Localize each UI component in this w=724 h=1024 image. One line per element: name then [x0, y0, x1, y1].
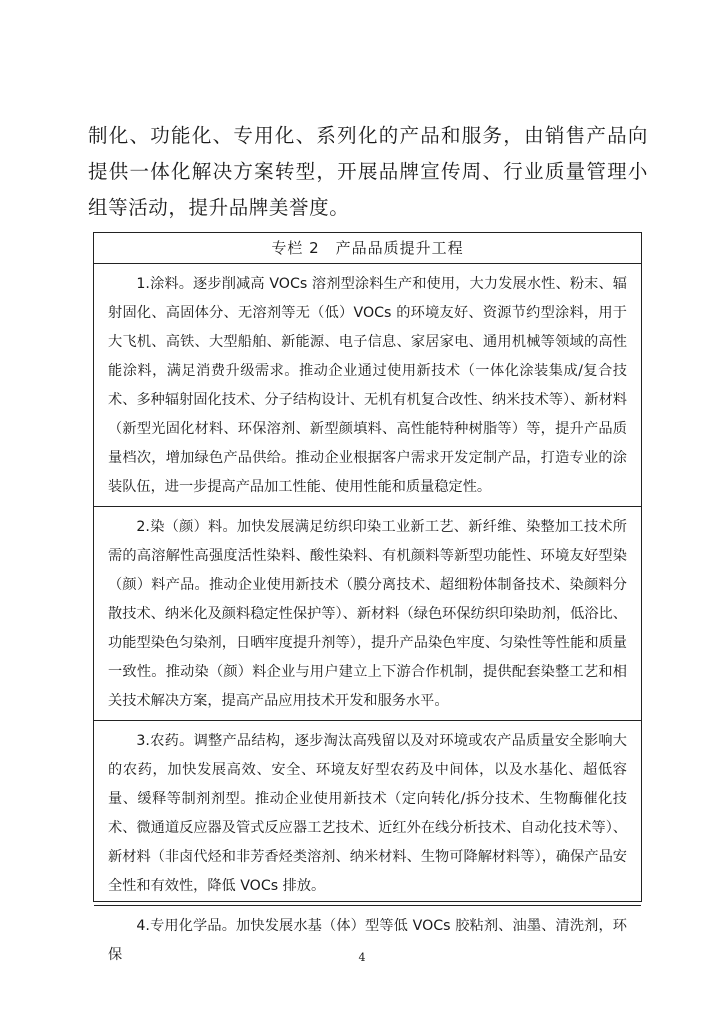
intro-paragraph: 制化、功能化、专用化、系列化的产品和服务，由销售产品向提供一体化解决方案转型，开展品牌宣传周、行业质量管理小组等活动，提升品牌美誉度。 — [88, 124, 648, 219]
feature-box-label: 专栏 2 — [271, 239, 320, 257]
section-dyes: 2.染（颜）料。加快发展满足纺织印染工业新工艺、新纤维、染整加工技术所需的高溶解性高强度活性染料、酸性染料、有机颜料等新型功能性、环境友好型染（颜）料产品。推动企业使用新技术（膜分离技术、超细粉体制备技术、染颜料分散技术、纳米化及颜料稳定性保护等）、新材料（绿色环保纺织印染助剂，低浴比、功能型染色匀染剂，日晒牢度提升剂等），提升产品染色牢度、匀染性等性能和质量一致性。推动染（颜）料企业与用户建立上下游合作机制，提供配套染整工艺和相关技术解决方案，提高产品应用技术开发和服务水平。 — [94, 507, 641, 721]
section-coatings: 1.涂料。逐步削减高 VOCs 溶剂型涂料生产和使用，大力发展水性、粉末、辐射固化、高固体分、无溶剂等无（低）VOCs 的环境友好、资源节约型涂料，用于大飞机、高铁、大型船舶、新能源、电子信息、家居家电、通用机械等领域的高性能涂料，满足消费升级需求。推动企业通过使用新技术（一体化涂装集成/复合技术、多种辐射固化技术、分子结构设计、无机有机复合改性、纳米技术等）、新材料（新型光固化材料、环保溶剂、新型颜填料、高性能特种树脂等）等，提升产品质量档次，增加绿色产品供给。推动企业根据客户需求开发定制产品，打造专业的涂装队伍，进一步提高产品加工性能、使用性能和质量稳定性。 — [94, 264, 641, 507]
section-pesticides: 3.农药。调整产品结构，逐步淘汰高残留以及对环境或农产品质量安全影响大的农药，加快发展高效、安全、环境友好型农药及中间体，以及水基化、超低容量、缓释等制剂剂型。推动企业使用新技术（定向转化/拆分技术、生物酶催化技术、微通道反应器及管式反应器工艺技术、近红外在线分析技术、自动化技术等）、新材料（非卤代烃和非芳香烃类溶剂、纳米材料、生物可降解材料等），确保产品安全性和有效性，降低 VOCs 排放。 — [94, 721, 641, 906]
feature-box-heading: 产品品质提升工程 — [335, 239, 464, 257]
feature-box — [93, 232, 642, 963]
page-number: 4 — [358, 951, 366, 964]
feature-box-title — [94, 233, 641, 264]
section-specialty-chemicals: 4.专用化学品。加快发展水基（体）型等低 VOCs 胶粘剂、油墨、清洗剂，环保 — [108, 918, 627, 963]
